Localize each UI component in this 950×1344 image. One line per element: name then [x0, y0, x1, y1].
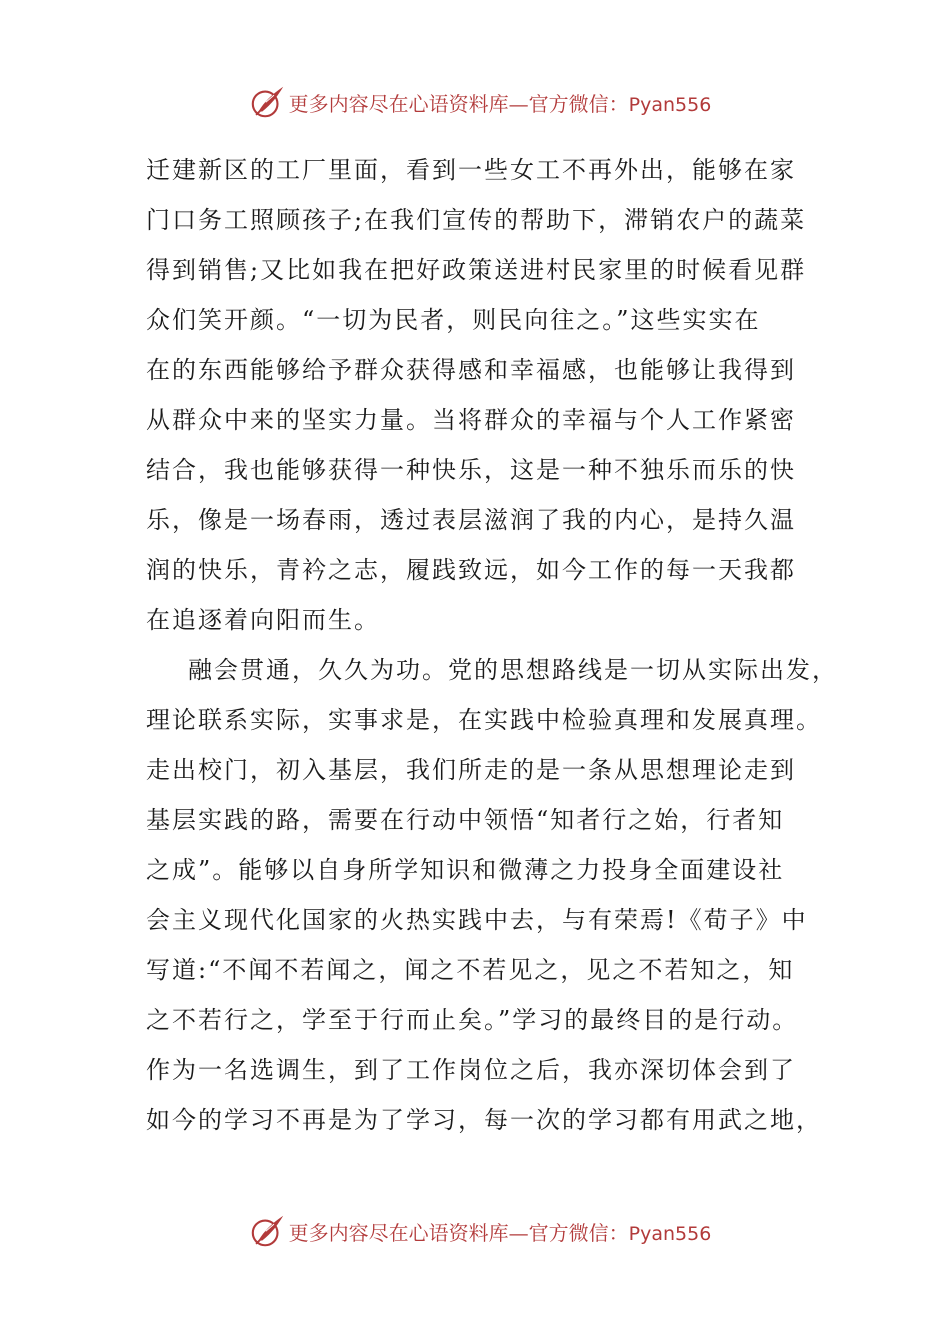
document-body	[146, 145, 838, 1145]
text-line: 走出校门，初入基层，我们所走的是一条从思想理论走到	[146, 756, 796, 784]
footer-banner	[0, 1211, 950, 1251]
quill-logo-icon	[249, 1212, 287, 1250]
quill-logo-icon	[249, 83, 287, 121]
footer-banner-label: 更多内容尽在心语资料库—官方微信：	[288, 1220, 629, 1245]
text-line: 写道:“不闻不若闻之，闻之不若见之，见之不若知之，知	[146, 956, 795, 984]
text-line: 会主义现代化国家的火热实践中去，与有荣焉!《荀子》中	[146, 906, 808, 934]
footer-wechat-id: Pyan556	[628, 1222, 712, 1245]
text-line: 在的东西能够给予群众获得感和幸福感，也能够让我得到	[146, 356, 796, 384]
text-line: 润的快乐，青衿之志，履践致远，如今工作的每一天我都	[146, 556, 796, 584]
text-line: 从群众中来的坚实力量。当将群众的幸福与个人工作紧密	[146, 406, 796, 434]
header-banner-content	[249, 83, 712, 121]
footer-banner-content	[249, 1212, 712, 1250]
text-line: 乐，像是一场春雨，透过表层滋润了我的内心，是持久温	[146, 506, 796, 534]
text-line: 之不若行之，学至于行而止矣。”学习的最终目的是行动。	[146, 1006, 799, 1034]
text-line: 基层实践的路，需要在行动中领悟“知者行之始，行者知	[146, 806, 785, 834]
text-line: 如今的学习不再是为了学习，每一次的学习都有用武之地，	[146, 1106, 822, 1134]
paragraph-start-line: 融会贯通，久久为功。党的思想路线是一切从实际出发，	[188, 656, 838, 684]
text-line: 之成”。能够以自身所学知识和微薄之力投身全面建设社	[146, 856, 785, 884]
text-line: 门口务工照顾孩子;在我们宣传的帮助下，滞销农户的蔬菜	[146, 206, 807, 234]
text-line: 作为一名选调生，到了工作岗位之后，我亦深切体会到了	[146, 1056, 796, 1084]
text-line: 迁建新区的工厂里面，看到一些女工不再外出，能够在家	[146, 156, 796, 184]
text-line: 得到销售;又比如我在把好政策送进村民家里的时候看见群	[146, 256, 807, 284]
text-line: 在追逐着向阳而生。	[146, 606, 380, 634]
footer-banner-text	[289, 1217, 712, 1246]
header-banner-label: 更多内容尽在心语资料库—官方微信：	[288, 91, 629, 116]
text-line: 理论联系实际，实事求是，在实践中检验真理和发展真理。	[146, 706, 822, 734]
header-banner-text	[289, 88, 712, 117]
text-line: 结合，我也能够获得一种快乐，这是一种不独乐而乐的快	[146, 456, 796, 484]
header-banner	[0, 82, 950, 122]
text-line: 众们笑开颜。“一切为民者，则民向往之。”这些实实在	[146, 306, 761, 334]
header-wechat-id: Pyan556	[628, 93, 712, 116]
